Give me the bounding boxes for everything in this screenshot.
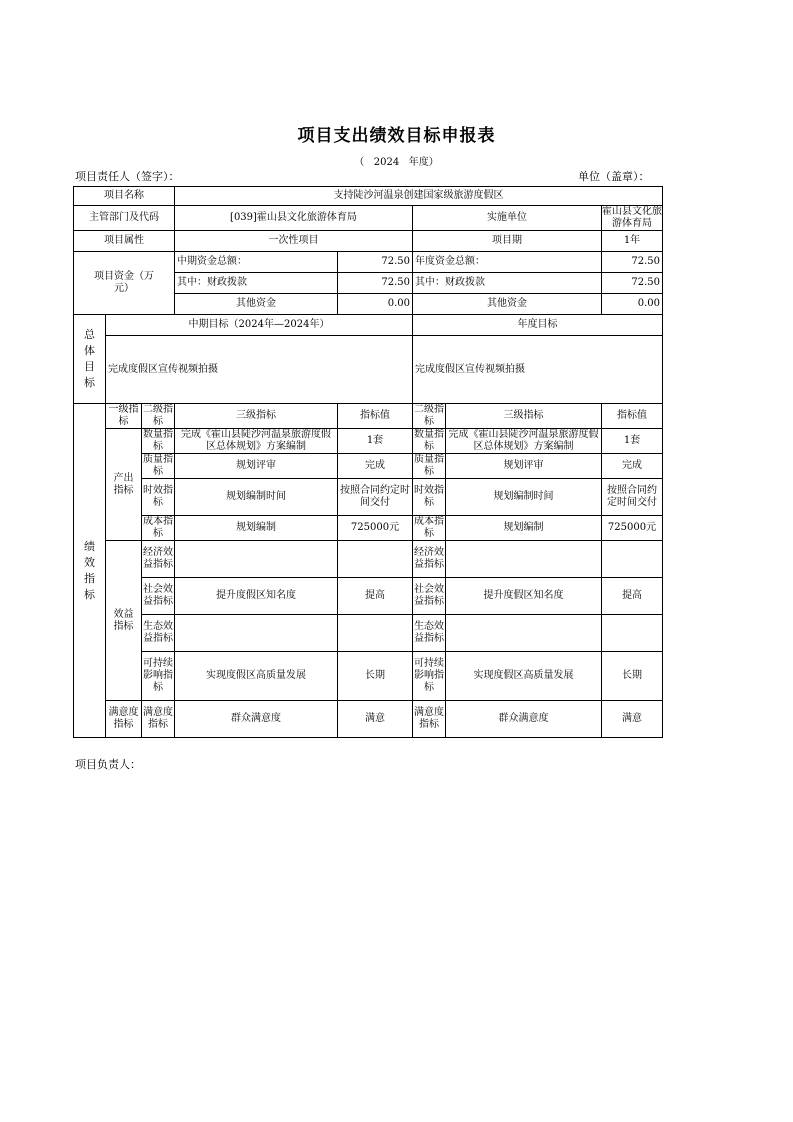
year-other-value: 0.00: [602, 294, 663, 315]
l3-cell: 实现度假区高质量发展: [175, 652, 338, 701]
benefit-label: 效益指标: [106, 541, 142, 701]
indicator-row: [74, 479, 663, 516]
l3-cell: 完成《霍山县陡沙河温泉旅游度假区总体规划》方案编制: [175, 429, 338, 454]
l2b-cell: 经济效益指标: [413, 541, 446, 578]
indicator-row: [74, 454, 663, 479]
dept-label: 主管部门及代码: [74, 206, 175, 231]
l2-cell: 可持续影响指标: [142, 652, 175, 701]
l2-cell: 生态效益指标: [142, 615, 175, 652]
valueb-cell: 725000元: [602, 516, 663, 541]
indicator-row: [74, 615, 663, 652]
performance-target-table: [73, 186, 663, 738]
satisfaction-label: 满意度指标: [106, 701, 142, 738]
indicator-row: [74, 701, 663, 738]
l2b-cell: 时效指标: [413, 479, 446, 516]
overall-mid-text: 完成度假区宣传视频拍摄: [106, 336, 413, 404]
l2-cell: 成本指标: [143, 516, 173, 539]
mid-other-label: 其他资金: [175, 294, 338, 315]
l3b-cell: 规划编制时间: [446, 479, 602, 516]
responsible-signature-label: 项目责任人（签字）：: [75, 170, 180, 183]
value-cell: 1套: [338, 429, 413, 454]
l2b-cell: 社会效益指标: [413, 578, 446, 615]
l3b-cell: 群众满意度: [446, 701, 602, 738]
lvl2b-header: 二级指标: [414, 404, 444, 427]
l3b-cell: 提升度假区知名度: [446, 578, 602, 615]
period-label: 项目期: [413, 231, 602, 252]
l2b-cell: 数量指标: [414, 429, 444, 452]
indicator-row: [74, 652, 663, 701]
valueb-cell: [602, 541, 663, 578]
l3b-cell: 规划评审: [446, 454, 602, 479]
overall-year-text: 完成度假区宣传视频拍摄: [413, 336, 663, 404]
year-fiscal-label: 其中：财政拨款: [413, 273, 602, 294]
l3-cell: 规划评审: [175, 454, 338, 479]
mid-fiscal-label: 其中：财政拨款: [175, 273, 338, 294]
l2-cell: 时效指标: [142, 479, 175, 516]
l2b-cell: 生态效益指标: [413, 615, 446, 652]
l2b-cell: 可持续影响指标: [413, 652, 446, 701]
valueb-cell: 长期: [602, 652, 663, 701]
value-cell: 按照合同约定时间交付: [338, 479, 413, 516]
overall-label: 总体目标: [74, 315, 106, 404]
year-total-label: 年度资金总额：: [413, 252, 602, 273]
row-dept: [74, 206, 663, 231]
l2-cell: 数量指标: [143, 429, 173, 452]
l2b-cell: 成本指标: [414, 516, 444, 539]
row-overall-header: [74, 315, 663, 336]
form-title: 项目支出绩效目标申报表: [297, 126, 496, 146]
lvl3-header: 三级指标: [175, 404, 338, 429]
impl-unit-value: 霍山县文化旅游体育局: [602, 206, 662, 229]
l3b-cell: 规划编制: [446, 516, 602, 541]
lvl2-header: 二级指标: [143, 404, 173, 427]
fund-label: 项目资金（万元）: [74, 252, 175, 315]
l3b-cell: 完成《霍山县陡沙河温泉旅游度假区总体规划》方案编制: [446, 429, 602, 454]
attr-label: 项目属性: [74, 231, 175, 252]
project-lead-label: 项目负责人：: [75, 758, 141, 771]
valueb-cell: 满意: [602, 701, 663, 738]
l2-cell: 经济效益指标: [142, 541, 175, 578]
row-project-name: [74, 187, 663, 206]
year-fiscal-value: 72.50: [602, 273, 663, 294]
overall-mid-header: 中期目标（2024年—2024年）: [106, 315, 413, 336]
year-line: （ 2024 年度）: [354, 157, 439, 168]
project-name-label: 项目名称: [74, 187, 175, 206]
l3b-cell: 实现度假区高质量发展: [446, 652, 602, 701]
l2b-cell: 质量指标: [414, 454, 444, 477]
valueb-cell: 完成: [602, 454, 663, 479]
mid-total-label: 中期资金总额：: [175, 252, 338, 273]
l3-cell: 规划编制时间: [175, 479, 338, 516]
output-label: 产出指标: [106, 429, 142, 541]
mid-fiscal-value: 72.50: [338, 273, 413, 294]
indicators-label: 绩效指标: [74, 404, 106, 738]
mid-other-value: 0.00: [338, 294, 413, 315]
l3b-cell: [446, 615, 602, 652]
lvl1-header: 一级指标: [106, 404, 142, 429]
l2b-cell: 满意度指标: [413, 701, 446, 738]
l3-cell: [175, 541, 338, 578]
value-cell: 满意: [338, 701, 413, 738]
value-cell: 725000元: [338, 516, 413, 541]
dept-value: [039]霍山县文化旅游体育局: [175, 206, 413, 231]
value-cell: 长期: [338, 652, 413, 701]
period-value: 1年: [602, 231, 663, 252]
row-indicator-header: [74, 404, 663, 429]
overall-year-header: 年度目标: [413, 315, 663, 336]
unit-seal-label: 单位（盖章）：: [578, 170, 650, 183]
value-cell: 完成: [338, 454, 413, 479]
l3-cell: [175, 615, 338, 652]
l3-cell: 群众满意度: [175, 701, 338, 738]
attr-value: 一次性项目: [175, 231, 413, 252]
l2-cell: 满意度指标: [142, 701, 175, 738]
l3-cell: 规划编制: [175, 516, 338, 541]
indicator-row: [74, 429, 663, 454]
indicator-row: [74, 578, 663, 615]
value-header: 指标值: [338, 404, 413, 429]
l3-cell: 提升度假区知名度: [175, 578, 338, 615]
row-attr: [74, 231, 663, 252]
value-cell: [338, 541, 413, 578]
valueb-cell: 按照合同约定时间交付: [602, 479, 663, 516]
year-total-value: 72.50: [602, 252, 663, 273]
valueb-cell: 1套: [602, 429, 663, 454]
impl-unit-label: 实施单位: [413, 206, 602, 231]
project-name-value: 支持陡沙河温泉创建国家级旅游度假区: [175, 187, 663, 206]
l2-cell: 社会效益指标: [142, 578, 175, 615]
indicator-row: [74, 541, 663, 578]
l2-cell: 质量指标: [143, 454, 173, 477]
row-overall-text: [74, 336, 663, 404]
valueb-header: 指标值: [602, 404, 663, 429]
valueb-cell: 提高: [602, 578, 663, 615]
mid-total-value: 72.50: [338, 252, 413, 273]
l3b-cell: [446, 541, 602, 578]
row-fund-total: [74, 252, 663, 273]
indicator-row: [74, 516, 663, 541]
value-cell: [338, 615, 413, 652]
valueb-cell: [602, 615, 663, 652]
value-cell: 提高: [338, 578, 413, 615]
year-other-label: 其他资金: [413, 294, 602, 315]
lvl3b-header: 三级指标: [446, 404, 602, 429]
